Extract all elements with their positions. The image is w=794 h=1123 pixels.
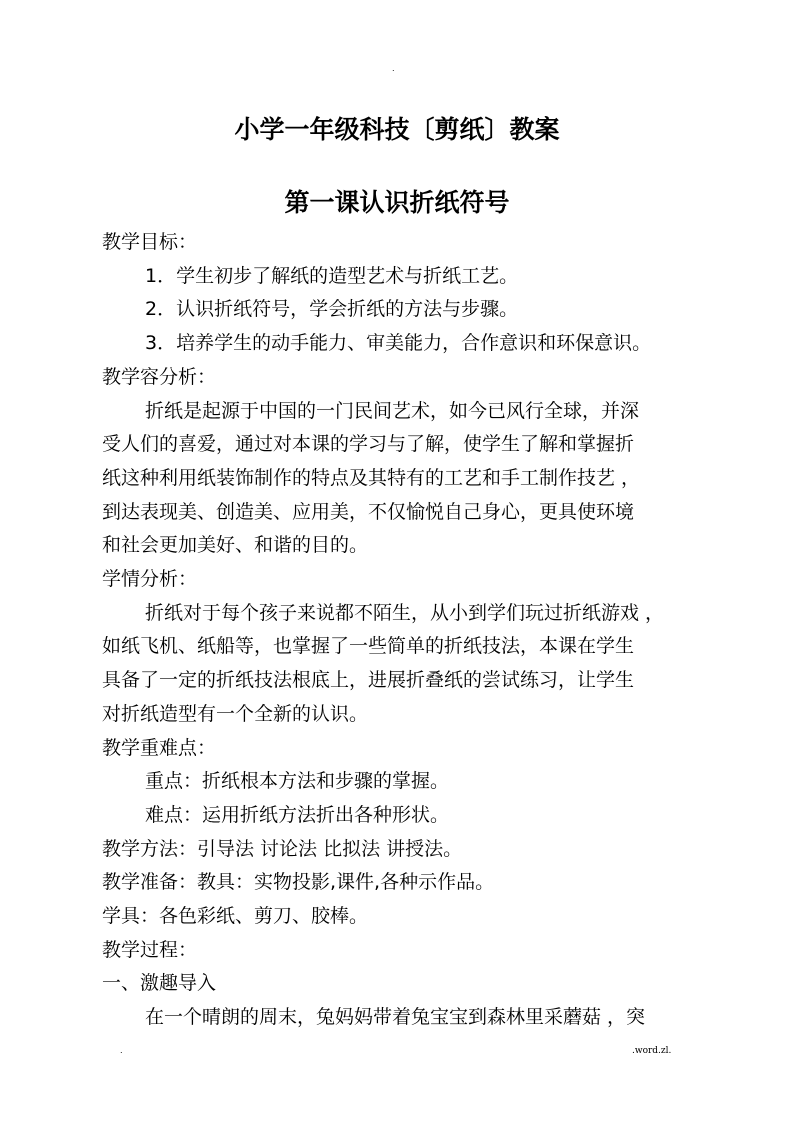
paragraph-line: 具备了一定的折纸技法根底上，进展折叠纸的尝试练习，让学生 bbox=[102, 669, 635, 692]
objective-item: 1．学生初步了解纸的造型艺术与折纸工艺。 bbox=[145, 264, 519, 287]
document-body bbox=[102, 226, 702, 1035]
student-materials: 学具：各色彩纸、剪刀、胶棒。 bbox=[102, 905, 369, 928]
paragraph-line: 和社会更加美好、和谐的目的。 bbox=[102, 534, 369, 557]
paragraph-line: 如纸飞机、纸船等，也掌握了一些简单的折纸技法，本课在学生 bbox=[102, 635, 635, 658]
teaching-preparation: 教学准备：教具：实物投影,课件,各种示作品。 bbox=[102, 871, 495, 894]
paragraph-line: 对折纸造型有一个全新的认识。 bbox=[102, 702, 369, 725]
paragraph-line: 纸这种利用纸装饰制作的特点及其特有的工艺和手工制作技艺 ， bbox=[102, 466, 641, 489]
paragraph-line: 受人们的喜爱，通过对本课的学习与了解，使学生了解和掌握折 bbox=[102, 433, 635, 456]
lesson-title: 第一课认识折纸符号 bbox=[284, 188, 510, 217]
paragraph-line: 在一个晴朗的周末，兔妈妈带着兔宝宝到森林里采蘑菇 ，突 bbox=[145, 1006, 646, 1029]
objective-item: 3．培养学生的动手能力、审美能力，合作意识和环保意识。 bbox=[145, 332, 652, 355]
objective-item: 2．认识折纸符号，学会折纸的方法与步骤。 bbox=[145, 298, 519, 321]
paragraph-line: 到达表现美、创造美、应用美，不仅愉悦自己身心，更具使环境 bbox=[102, 500, 635, 523]
difficulty-item: 难点：运用折纸方法折出各种形状。 bbox=[145, 803, 450, 826]
heading-process: 教学过程： bbox=[102, 938, 198, 961]
paragraph-line: 折纸对于每个孩子来说都不陌生，从小到学们玩过折纸游戏 ， bbox=[145, 601, 665, 624]
heading-content-analysis: 教学容分析： bbox=[102, 365, 217, 388]
heading-objectives: 教学目标： bbox=[102, 231, 198, 253]
teaching-methods: 教学方法：引导法 讨论法 比拟法 讲授法。 bbox=[102, 837, 463, 860]
paragraph-line: 折纸是起源于中国的一门民间艺术，如今已风行全球，并深 bbox=[145, 399, 640, 422]
heading-learner-analysis: 学情分析： bbox=[102, 568, 198, 591]
section-heading: 一、激趣导入 bbox=[102, 972, 217, 995]
heading-key-points: 教学重难点： bbox=[102, 736, 217, 759]
header-mark: . bbox=[392, 64, 395, 73]
footer-mark-left: . bbox=[120, 1046, 123, 1055]
document-title: 小学一年级科技〔剪纸〕教案 bbox=[234, 115, 560, 144]
footer-mark-right: .word.zl. bbox=[632, 1046, 672, 1056]
key-point-item: 重点：折纸根本方法和步骤的掌握。 bbox=[145, 770, 450, 793]
